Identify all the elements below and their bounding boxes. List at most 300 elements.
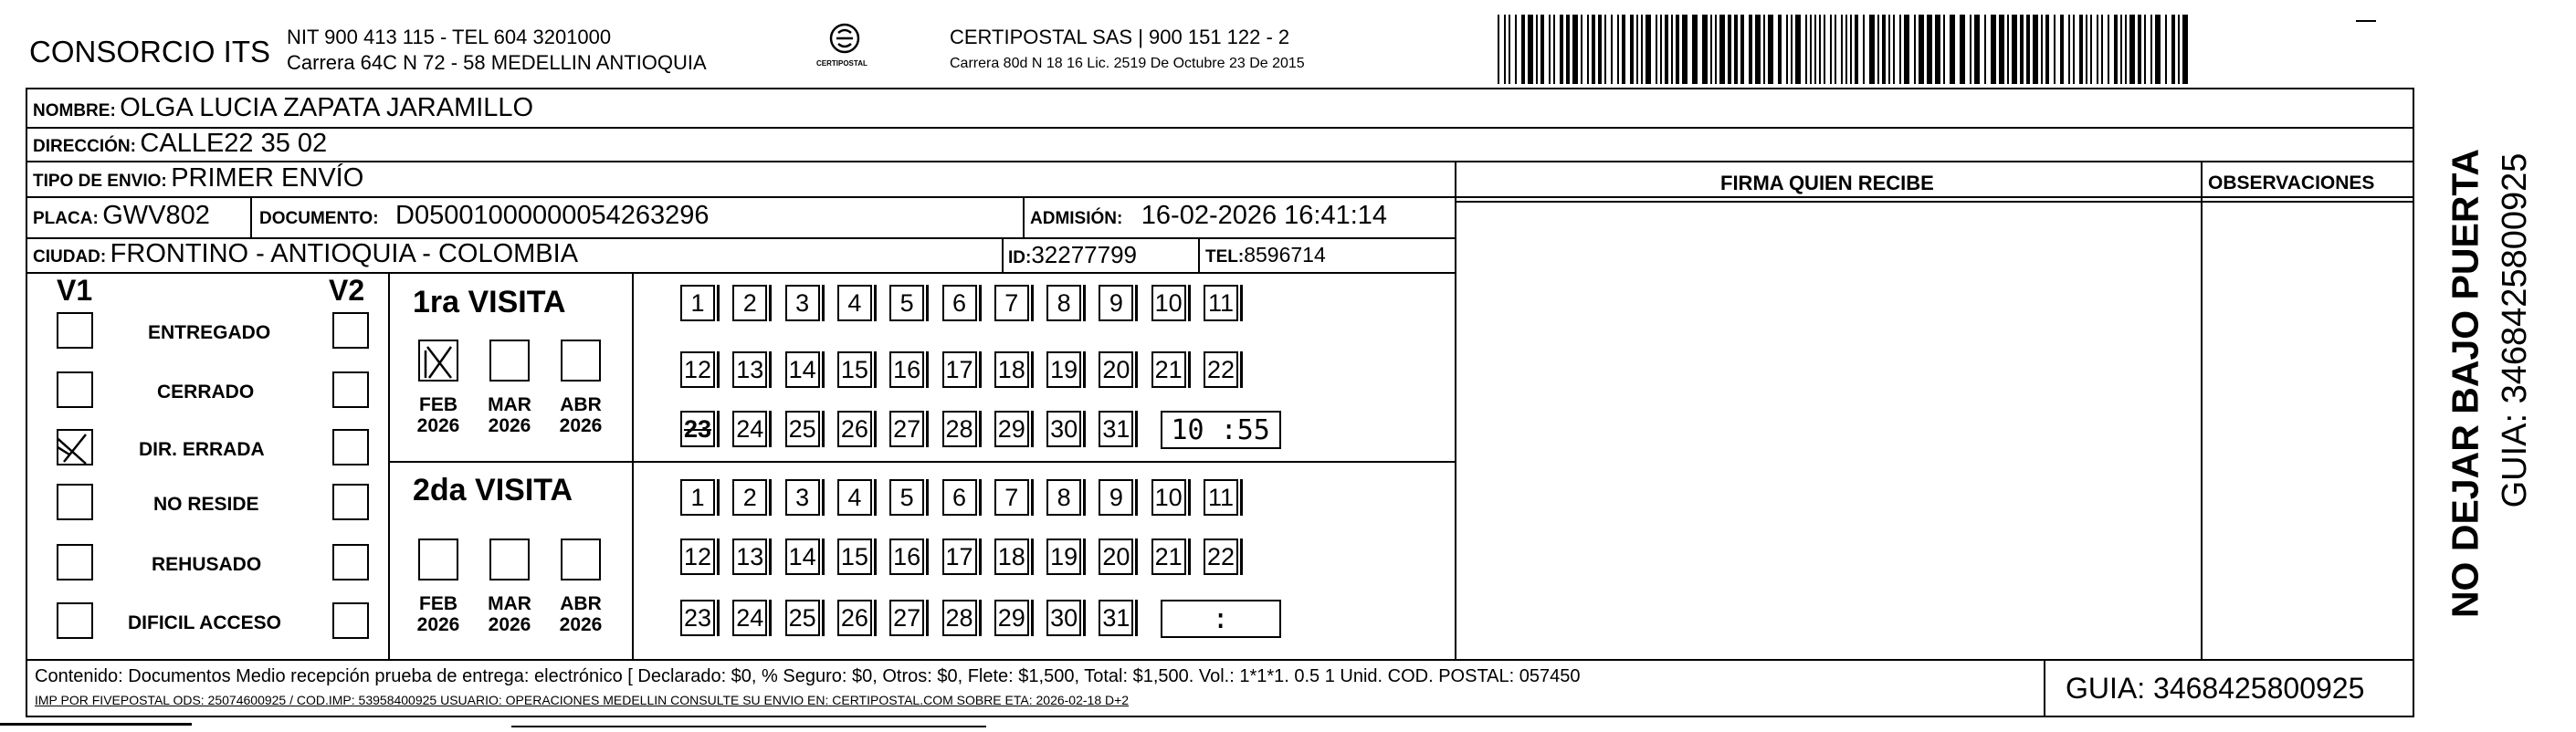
barcode-bar bbox=[2155, 15, 2161, 84]
day-number: 20 bbox=[1102, 355, 1130, 383]
status-option-label: REHUSADO bbox=[152, 554, 262, 575]
day-box[interactable] bbox=[1099, 411, 1133, 447]
barcode-bar bbox=[1665, 15, 1668, 84]
day-box[interactable] bbox=[1204, 285, 1238, 321]
barcode-bar bbox=[2054, 15, 2056, 84]
barcode-bar bbox=[1740, 15, 1744, 84]
tipo-value: PRIMER ENVÍO bbox=[171, 163, 364, 193]
day-box[interactable] bbox=[785, 539, 820, 575]
day-box[interactable] bbox=[680, 539, 715, 575]
day-box[interactable] bbox=[1099, 285, 1133, 321]
barcode-bar bbox=[2068, 15, 2070, 84]
day-box[interactable] bbox=[732, 411, 767, 447]
barcode-bar bbox=[1630, 15, 1634, 84]
day-box[interactable] bbox=[837, 285, 872, 321]
v1-checkbox[interactable] bbox=[57, 602, 93, 639]
day-number: 1 bbox=[690, 483, 705, 511]
day-number: 29 bbox=[997, 414, 1025, 443]
day-box[interactable] bbox=[785, 351, 820, 388]
day-number: 16 bbox=[893, 355, 921, 383]
month-label bbox=[557, 394, 605, 436]
certipostal-line2: Carrera 80d N 18 16 Lic. 2519 De Octubre 23 De 2015 bbox=[950, 56, 1305, 71]
v1-checkbox[interactable] bbox=[57, 371, 93, 408]
day-number: 26 bbox=[840, 603, 868, 632]
month-name: FEB bbox=[419, 394, 457, 415]
time-value: : bbox=[1212, 602, 1229, 635]
day-box[interactable] bbox=[1151, 285, 1186, 321]
day-number: 14 bbox=[788, 542, 816, 570]
barcode-bar bbox=[1656, 15, 1657, 84]
day-number: 3 bbox=[795, 288, 810, 317]
barcode-bar bbox=[1660, 15, 1662, 84]
barcode-bar bbox=[2150, 15, 2152, 84]
month-checkbox[interactable] bbox=[418, 539, 458, 580]
barcode-bar bbox=[1719, 15, 1725, 84]
day-number: 12 bbox=[683, 542, 712, 570]
day-box[interactable] bbox=[1046, 411, 1081, 447]
day-number: 21 bbox=[1154, 355, 1183, 383]
id-label: ID: bbox=[1008, 248, 1032, 267]
month-year: 2026 bbox=[416, 415, 460, 437]
row-line-2 bbox=[26, 161, 2414, 162]
status-divider bbox=[388, 272, 390, 659]
barcode-bar bbox=[2073, 15, 2075, 84]
company-name: CONSORCIO ITS bbox=[29, 35, 271, 68]
barcode-bar bbox=[2033, 15, 2038, 84]
day-number: 12 bbox=[683, 355, 712, 383]
v2-checkbox[interactable] bbox=[332, 484, 369, 520]
observaciones-label: OBSERVACIONES bbox=[2208, 173, 2375, 193]
barcode-bar bbox=[1676, 15, 1679, 84]
barcode-bar bbox=[1970, 15, 1971, 84]
month-label bbox=[486, 593, 533, 635]
barcode-bar bbox=[1671, 15, 1673, 84]
month-label bbox=[415, 593, 462, 635]
direccion-value: CALLE22 35 02 bbox=[140, 129, 328, 158]
barcode-bar bbox=[1645, 15, 1651, 84]
day-number: 6 bbox=[952, 288, 967, 317]
row-line-5 bbox=[26, 272, 1455, 274]
row-line-3 bbox=[26, 196, 2414, 198]
month-checkbox[interactable] bbox=[418, 340, 458, 382]
placa-divider bbox=[250, 196, 252, 237]
day-box[interactable] bbox=[1151, 539, 1186, 575]
day-number: 5 bbox=[899, 483, 914, 511]
barcode-bar bbox=[1682, 15, 1688, 84]
check-mark-icon bbox=[58, 431, 95, 467]
day-number: 27 bbox=[893, 414, 921, 443]
day-box[interactable] bbox=[680, 600, 715, 636]
id-divider bbox=[1002, 237, 1004, 272]
barcode-bar bbox=[1974, 15, 1980, 84]
day-box[interactable] bbox=[889, 351, 924, 388]
barcode-bar bbox=[1636, 15, 1638, 84]
barcode-bar bbox=[1814, 15, 1816, 84]
months-divider bbox=[632, 272, 634, 659]
day-number: 22 bbox=[1206, 355, 1235, 383]
day-box[interactable] bbox=[680, 411, 715, 447]
admision-divider bbox=[1023, 196, 1025, 237]
day-number: 20 bbox=[1102, 542, 1130, 570]
barcode-bar bbox=[1572, 15, 1578, 84]
barcode-bar bbox=[2097, 15, 2098, 84]
month-name: ABR bbox=[560, 394, 602, 415]
barcode-bar bbox=[1504, 15, 1506, 84]
day-box[interactable] bbox=[1151, 479, 1186, 516]
day-number: 9 bbox=[1109, 483, 1123, 511]
footer-line bbox=[26, 659, 2414, 661]
admision-value: 16-02-2026 16:41:14 bbox=[1141, 201, 1388, 230]
v1-checkbox[interactable] bbox=[57, 312, 93, 349]
barcode-bar bbox=[2120, 15, 2122, 84]
barcode-bar bbox=[2026, 15, 2030, 84]
barcode-bar bbox=[1728, 15, 1731, 84]
day-box[interactable] bbox=[680, 479, 715, 516]
v2-label: V2 bbox=[329, 274, 365, 307]
day-number: 28 bbox=[945, 414, 973, 443]
day-number: 27 bbox=[893, 603, 921, 632]
day-box[interactable] bbox=[732, 600, 767, 636]
barcode-bar bbox=[1850, 15, 1852, 84]
v1-label: V1 bbox=[57, 274, 93, 307]
corner-dash bbox=[2356, 20, 2376, 22]
month-year: 2026 bbox=[416, 614, 460, 636]
day-number: 18 bbox=[997, 355, 1025, 383]
status-option-label: NO RESIDE bbox=[153, 494, 259, 515]
direccion-label: DIRECCIÓN: bbox=[33, 137, 136, 156]
barcode-bar bbox=[1914, 15, 1916, 84]
month-year: 2026 bbox=[559, 614, 603, 636]
day-box[interactable] bbox=[837, 411, 872, 447]
day-box[interactable] bbox=[1046, 285, 1081, 321]
obs-divider bbox=[2201, 161, 2203, 659]
barcode-bar bbox=[2090, 15, 2092, 84]
month-checkbox[interactable] bbox=[489, 340, 530, 382]
day-box[interactable] bbox=[1204, 479, 1238, 516]
barcode-bar bbox=[2086, 15, 2087, 84]
barcode-bar bbox=[1869, 15, 1875, 84]
barcode-bar bbox=[1791, 15, 1793, 84]
day-box[interactable] bbox=[889, 479, 924, 516]
day-box[interactable] bbox=[1046, 479, 1081, 516]
month-checkbox[interactable] bbox=[561, 539, 601, 580]
tel-label: TEL: bbox=[1205, 247, 1245, 267]
day-box[interactable] bbox=[942, 600, 977, 636]
barcode-bar bbox=[1611, 15, 1613, 84]
logo-text: CERTIPOSTAL bbox=[816, 59, 867, 68]
day-number: 24 bbox=[736, 414, 764, 443]
day-box[interactable] bbox=[889, 600, 924, 636]
day-box[interactable] bbox=[889, 539, 924, 575]
barcode-bar bbox=[1795, 15, 1801, 84]
second-visit-title: 2da VISITA bbox=[413, 473, 573, 507]
status-option-label: CERRADO bbox=[157, 382, 255, 403]
barcode-bar bbox=[2079, 15, 2083, 84]
month-name: ABR bbox=[560, 593, 602, 614]
day-number: 2 bbox=[742, 483, 757, 511]
barcode-bar bbox=[2178, 15, 2180, 84]
barcode-bar bbox=[1899, 15, 1901, 84]
day-box[interactable] bbox=[1099, 600, 1133, 636]
barcode-bar bbox=[2144, 15, 2146, 84]
day-box[interactable] bbox=[1204, 539, 1238, 575]
day-box[interactable] bbox=[680, 285, 715, 321]
placa-row bbox=[33, 203, 210, 229]
day-number: 25 bbox=[788, 603, 816, 632]
barcode-bar bbox=[1553, 15, 1555, 84]
day-box[interactable] bbox=[994, 285, 1029, 321]
documento-row bbox=[259, 203, 710, 229]
day-box[interactable] bbox=[732, 285, 767, 321]
day-number: 10 bbox=[1154, 288, 1183, 317]
footer-line1: Contenido: Documentos Medio recepción prueba de entrega: electrónico [ Declarado: $0, % Seguro: $0, Otros: $0, Flete: $1,500, Total: $1,500. Vol.: 1*1*1. 0.5 1 Unid. COD. POSTAL: 057450 bbox=[35, 666, 1581, 686]
day-number: 23 bbox=[683, 603, 712, 632]
footer-guia-divider bbox=[2044, 659, 2045, 717]
day-box[interactable] bbox=[1099, 479, 1133, 516]
tel-row bbox=[1205, 245, 1326, 266]
side-guia: GUIA: 3468425800925 bbox=[2496, 152, 2534, 508]
day-box[interactable] bbox=[994, 479, 1029, 516]
day-box[interactable] bbox=[1046, 351, 1081, 388]
barcode-bar bbox=[1592, 15, 1595, 84]
barcode-bar bbox=[1810, 15, 1812, 84]
day-box[interactable] bbox=[680, 351, 715, 388]
barcode bbox=[1498, 15, 2201, 84]
day-box[interactable] bbox=[994, 539, 1029, 575]
day-box[interactable] bbox=[732, 539, 767, 575]
certipostal-line1: CERTIPOSTAL SAS | 900 151 122 - 2 bbox=[950, 26, 1290, 48]
day-box[interactable] bbox=[1099, 351, 1133, 388]
day-box[interactable] bbox=[942, 411, 977, 447]
day-number: 31 bbox=[1102, 414, 1130, 443]
barcode-bar bbox=[1560, 15, 1563, 84]
day-box[interactable] bbox=[1046, 539, 1081, 575]
barcode-bar bbox=[1935, 15, 1940, 84]
day-number: 17 bbox=[945, 542, 973, 570]
barcode-bar bbox=[1604, 15, 1606, 84]
day-box[interactable] bbox=[1099, 539, 1133, 575]
side-warning: NO DEJAR BAJO PUERTA bbox=[2444, 148, 2487, 619]
barcode-bar bbox=[1786, 15, 1788, 84]
day-box[interactable] bbox=[1151, 351, 1186, 388]
day-number: 8 bbox=[1057, 288, 1071, 317]
tipo-row bbox=[33, 165, 363, 192]
day-number: 19 bbox=[1050, 355, 1078, 383]
nombre-value: OLGA LUCIA ZAPATA JARAMILLO bbox=[120, 93, 534, 122]
v2-checkbox[interactable] bbox=[332, 602, 369, 639]
barcode-bar bbox=[1919, 15, 1924, 84]
day-box[interactable] bbox=[994, 351, 1029, 388]
barcode-bar bbox=[1943, 15, 1945, 84]
barcode-bar bbox=[2171, 15, 2175, 84]
ciudad-label: CIUDAD: bbox=[33, 247, 107, 267]
day-number: 30 bbox=[1050, 603, 1078, 632]
day-number: 15 bbox=[840, 355, 868, 383]
day-box[interactable] bbox=[942, 539, 977, 575]
barcode-bar bbox=[1960, 15, 1965, 84]
barcode-bar bbox=[1950, 15, 1955, 84]
time-box[interactable] bbox=[1161, 600, 1281, 638]
barcode-bar bbox=[2138, 15, 2141, 84]
barcode-bar bbox=[2045, 15, 2049, 84]
day-number: 30 bbox=[1050, 414, 1078, 443]
day-number: 3 bbox=[795, 483, 810, 511]
month-year: 2026 bbox=[488, 614, 531, 636]
status-option-label: ENTREGADO bbox=[148, 322, 271, 343]
placa-value: GWV802 bbox=[102, 201, 210, 230]
day-box[interactable] bbox=[732, 351, 767, 388]
day-number: 11 bbox=[1207, 288, 1235, 317]
barcode-bar bbox=[1805, 15, 1807, 84]
nombre-row bbox=[33, 95, 533, 121]
day-number: 8 bbox=[1057, 483, 1071, 511]
day-number: 6 bbox=[952, 483, 967, 511]
firma-divider bbox=[1455, 161, 1456, 659]
v2-checkbox[interactable] bbox=[332, 371, 369, 408]
day-box[interactable] bbox=[1046, 600, 1081, 636]
month-name: FEB bbox=[419, 593, 457, 614]
firma-label: FIRMA QUIEN RECIBE bbox=[1720, 172, 1934, 194]
barcode-bar bbox=[2007, 15, 2009, 84]
day-box[interactable] bbox=[889, 411, 924, 447]
day-box[interactable] bbox=[889, 285, 924, 321]
barcode-bar bbox=[1768, 15, 1773, 84]
barcode-bar bbox=[1749, 15, 1752, 84]
v1-checkbox[interactable] bbox=[57, 484, 93, 520]
status-option-label: DIFICIL ACCESO bbox=[128, 612, 282, 633]
month-year: 2026 bbox=[559, 415, 603, 437]
barcode-bar bbox=[1509, 15, 1510, 84]
day-number: 7 bbox=[1004, 483, 1019, 511]
month-name: MAR bbox=[488, 394, 531, 415]
barcode-bar bbox=[1641, 15, 1643, 84]
barcode-bar bbox=[1521, 15, 1525, 84]
first-visit-title: 1ra VISITA bbox=[413, 285, 566, 319]
day-box[interactable] bbox=[994, 600, 1029, 636]
barcode-bar bbox=[1984, 15, 1986, 84]
day-box[interactable] bbox=[942, 351, 977, 388]
barcode-bar bbox=[1515, 15, 1517, 84]
barcode-bar bbox=[1710, 15, 1712, 84]
month-name: MAR bbox=[488, 593, 531, 614]
ciudad-row bbox=[33, 241, 578, 267]
day-number: 10 bbox=[1154, 483, 1183, 511]
barcode-bar bbox=[2020, 15, 2024, 84]
barcode-bar bbox=[1536, 15, 1538, 84]
firma-header-line bbox=[1455, 201, 2414, 203]
barcode-bar bbox=[1845, 15, 1847, 84]
certipostal-logo-icon bbox=[813, 20, 877, 75]
footer-guia: GUIA: 3468425800925 bbox=[2066, 672, 2365, 705]
barcode-bar bbox=[1991, 15, 1996, 84]
visit-split-line bbox=[388, 461, 1455, 463]
day-number: 11 bbox=[1207, 483, 1235, 511]
barcode-bar bbox=[1702, 15, 1708, 84]
x-mark-icon bbox=[420, 341, 460, 383]
tipo-label: TIPO DE ENVIO: bbox=[33, 172, 167, 191]
day-number: 2 bbox=[742, 288, 757, 317]
day-number: 31 bbox=[1102, 603, 1130, 632]
barcode-bar bbox=[1778, 15, 1782, 84]
direccion-row bbox=[33, 131, 327, 157]
day-box[interactable] bbox=[1204, 351, 1238, 388]
day-box[interactable] bbox=[942, 479, 977, 516]
month-year: 2026 bbox=[488, 415, 531, 437]
day-number: 7 bbox=[1004, 288, 1019, 317]
barcode-bar bbox=[1824, 15, 1825, 84]
barcode-bar bbox=[1927, 15, 1932, 84]
day-box[interactable] bbox=[837, 479, 872, 516]
v1-checkbox[interactable] bbox=[57, 544, 93, 580]
barcode-bar bbox=[1528, 15, 1533, 84]
barcode-bar bbox=[1877, 15, 1879, 84]
barcode-bar bbox=[1549, 15, 1551, 84]
month-label bbox=[486, 394, 533, 436]
day-box[interactable] bbox=[837, 351, 872, 388]
day-box[interactable] bbox=[994, 411, 1029, 447]
barcode-bar bbox=[1863, 15, 1865, 84]
barcode-bar bbox=[2101, 15, 2103, 84]
day-number: 5 bbox=[899, 288, 914, 317]
day-box[interactable] bbox=[942, 285, 977, 321]
month-label bbox=[415, 394, 462, 436]
barcode-bar bbox=[1904, 15, 1909, 84]
day-box[interactable] bbox=[785, 285, 820, 321]
barcode-bar bbox=[1763, 15, 1765, 84]
v2-checkbox[interactable] bbox=[332, 312, 369, 349]
time-box[interactable] bbox=[1161, 411, 1281, 449]
day-number: 28 bbox=[945, 603, 973, 632]
barcode-bar bbox=[1855, 15, 1858, 84]
day-number: 29 bbox=[997, 603, 1025, 632]
barcode-bar bbox=[1715, 15, 1717, 84]
barcode-bar bbox=[1692, 15, 1698, 84]
barcode-bar bbox=[2114, 15, 2118, 84]
day-box[interactable] bbox=[837, 600, 872, 636]
day-number: 4 bbox=[847, 483, 862, 511]
placa-label: PLACA: bbox=[33, 209, 99, 228]
month-checkbox[interactable] bbox=[561, 340, 601, 382]
barcode-bar bbox=[2129, 15, 2135, 84]
day-number: 26 bbox=[840, 414, 868, 443]
day-box[interactable] bbox=[837, 539, 872, 575]
month-checkbox[interactable] bbox=[489, 539, 530, 580]
documento-label: DOCUMENTO: bbox=[259, 209, 379, 228]
day-number: 17 bbox=[945, 355, 973, 383]
v2-checkbox[interactable] bbox=[332, 429, 369, 465]
barcode-bar bbox=[2125, 15, 2127, 84]
day-number: 14 bbox=[788, 355, 816, 383]
day-number: 23 bbox=[683, 414, 712, 443]
barcode-bar bbox=[1734, 15, 1738, 84]
barcode-bar bbox=[1893, 15, 1895, 84]
day-box[interactable] bbox=[785, 479, 820, 516]
day-box[interactable] bbox=[732, 479, 767, 516]
barcode-bar bbox=[1540, 15, 1544, 84]
v1-checkbox[interactable] bbox=[57, 429, 93, 465]
barcode-bar bbox=[1622, 15, 1625, 84]
barcode-bar bbox=[2165, 15, 2167, 84]
day-box[interactable] bbox=[785, 411, 820, 447]
day-number: 24 bbox=[736, 603, 764, 632]
day-number: 18 bbox=[997, 542, 1025, 570]
company-address: Carrera 64C N 72 - 58 MEDELLIN ANTIOQUIA bbox=[287, 51, 707, 74]
day-number: 16 bbox=[893, 542, 921, 570]
time-value: 10 :55 bbox=[1171, 413, 1270, 446]
day-box[interactable] bbox=[785, 600, 820, 636]
barcode-bar bbox=[1999, 15, 2004, 84]
v2-checkbox[interactable] bbox=[332, 544, 369, 580]
